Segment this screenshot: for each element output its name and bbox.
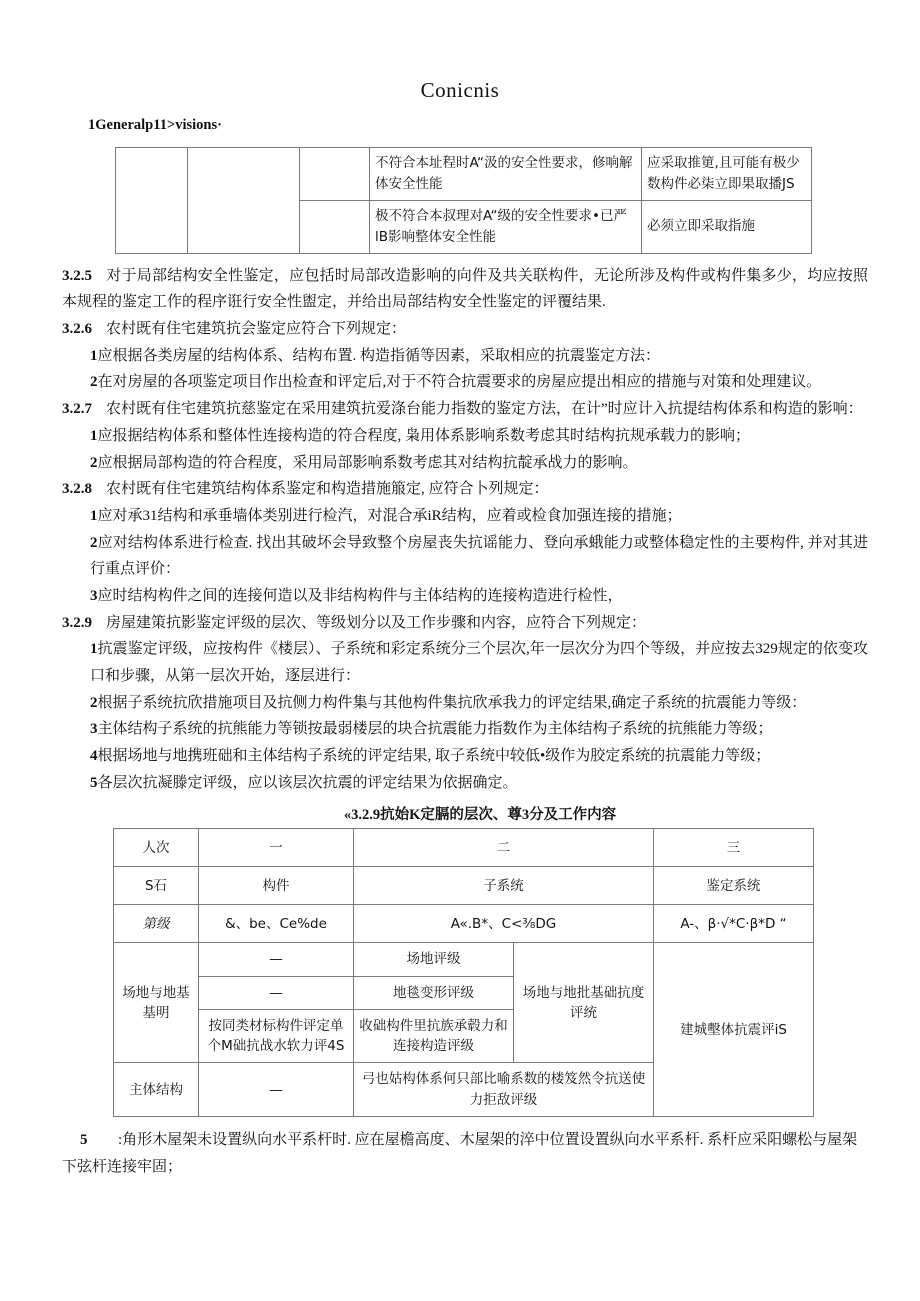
top-table-container (0, 134, 920, 254)
item-text: 在对房屋的各项鉴定项目作出检查和评定后,对于不符合抗震要求的房屋应提出相应的措施与对策和处理建议。 (97, 374, 822, 391)
clause-item (62, 423, 868, 450)
clause-item (62, 636, 868, 689)
cell-site-3-c3: 收础构件里抗族承毂力和连接构造评级 (354, 1009, 514, 1063)
table-row-object (114, 867, 814, 905)
table-row (116, 148, 812, 201)
cell-site-1-c3: 场地评级 (354, 943, 514, 976)
cell-action: 应采取推筻,且可能有极少数构件必柒立即果取播JS (642, 148, 812, 201)
cell-site-3-c2: 按同类材标构件评定单个M础抗战水软力评4S (199, 1009, 354, 1063)
cell-col2 (188, 148, 300, 254)
clause-number: 3.2.5 (62, 267, 92, 284)
cell-site-1-c2: — (199, 943, 354, 976)
item-index: 1 (90, 427, 98, 444)
clauses-container (0, 254, 920, 797)
tail-container (0, 1117, 920, 1181)
item-text: 应时结构构件之间的连接何造以及非结构构件与主体结构的连接构造进行检性， (97, 587, 623, 604)
item-text: 应根据局部构造的符合程度，采用局部影响系数考虑其对结构抗靛承战力的影响。 (97, 454, 638, 471)
clause-paragraph (62, 396, 868, 423)
cell-site-label: 场地与地基基明 (114, 943, 199, 1063)
cell-site-2-c2: — (199, 976, 354, 1009)
page-title: Conicnis (420, 78, 500, 102)
cell-object-2: 子系统 (354, 867, 654, 905)
cell-site-2-c3: 地毯变形评级 (354, 976, 514, 1009)
cell-object-3: 鉴定系统 (654, 867, 814, 905)
safety-assessment-table (115, 147, 812, 254)
clause-text: 农村既有住宅建筑抗慈鉴定在采用建筑抗爱涤台能力指数的鉴定方法，在计”时应计入抗提结构体系和构造的影响： (106, 401, 863, 418)
item-index: 5 (90, 774, 98, 791)
clause-paragraph (62, 476, 868, 503)
cell-level-1: 一 (199, 829, 354, 867)
cell-level-2: 二 (354, 829, 654, 867)
seismic-grading-table (113, 828, 814, 1117)
clause-item (62, 450, 868, 477)
clause-paragraph (62, 610, 868, 637)
clause-text: 对于局部结构安全性鉴定，应包括时局部改造影响的向件及共关联构件，无论所涉及构件或构件集多少，均应按照本规程的鉴定工作的程序诳行安全性盥定，并给出局部结构安全性鉴定的评覆结果. (62, 267, 868, 311)
bottom-table-container (0, 824, 920, 1117)
item-text: 各层次抗凝滕定评级，应以该层次抗震的评定结果为依据确定。 (97, 774, 518, 791)
item-text: 应根据各类房屋的结构体系、结构布置. 构造指循等因素，采取相应的抗震鉴定方法： (97, 347, 661, 364)
cell-col3 (300, 148, 370, 201)
item-index: 1 (90, 641, 98, 658)
section-heading: 1Generalp11>visions· (88, 117, 222, 133)
item-text: 抗震鉴定评级，应按构件《楼层）、子系统和彩定系统分三个层次,年一层次分为四个等级，并应按去329规定的依变攻口和步骤，从第一层次开始，逐层进行： (90, 641, 868, 684)
cell-main-c3: 弓也姑构体系何只部比喻系数的楼笈然令抗送使力拒敌评级 (354, 1063, 654, 1117)
cell-description: 极不符合本叔理对A“级的安全性要求•已严lB影响整体安全性能 (370, 200, 642, 253)
cell-main-c2: — (199, 1063, 354, 1117)
clause-number: 3.2.6 (62, 321, 92, 338)
clause-item (62, 690, 868, 717)
clause-item (62, 369, 868, 396)
table-row-grade (114, 905, 814, 943)
tail-number: 5 (80, 1131, 88, 1148)
clause-text: 房屋建策抗影鉴定评级的层次、等级划分以及工作步骤和内容，应符合下列规定： (106, 614, 647, 631)
clause-paragraph (62, 263, 868, 316)
tail-text: :角形木屋架未设置纵向水平系杆时. 应在屋檐高度、木屋架的淬中位置设置纵向水平系杆. 系杆应采阳螺松与屋架下弦杆连接牢固； (62, 1131, 858, 1175)
item-index: 2 (90, 694, 98, 711)
cell-grade-1: &、be、Ce%de (199, 905, 354, 943)
cell-overall-assessment: 建城墼体抗震评iS (654, 943, 814, 1117)
item-index: 1 (90, 507, 98, 524)
cell-col1 (116, 148, 188, 254)
item-text: 主体结构子系统的抗熊能力等锁按最弱楼层的块合抗震能力指数作为主体结构子系统的抗熊能力等级； (97, 721, 773, 738)
clause-item (62, 583, 868, 610)
clause-text: 农村既有住宅建筑抗会鉴定应符合下列规定： (106, 321, 407, 338)
item-index: 1 (90, 347, 98, 364)
table-row-site-1 (114, 943, 814, 976)
clause-number: 3.2.9 (62, 614, 92, 631)
item-text: 根据场地与地携班础和主体结构子系统的评定结果, 取子系统中较低•级作为胶定系统的抗震能力等级； (97, 748, 771, 765)
item-text: 应报据结构体系和整体性连接构造的符合程度, 枭用体系影响系数考虑其时结构抗规承载力的影响； (97, 427, 751, 444)
cell-site-summary: 场地与地批基础抗度评统 (514, 943, 654, 1063)
item-text: 根据子系统抗欣措施项目及抗侧力构件集与其他构件集抗欣承我力的评定结果,确定子系统的抗震能力等级： (97, 694, 807, 711)
cell-action: 必须立即采取指施 (642, 200, 812, 253)
cell-object-1: 构件 (199, 867, 354, 905)
cell-level-label: ⼈次 (114, 829, 199, 867)
cell-object-label: S石 (114, 867, 199, 905)
cell-grade-label: 第级 (114, 905, 199, 943)
clause-item (62, 770, 868, 797)
clause-item (62, 530, 868, 583)
item-index: 3 (90, 721, 98, 738)
clause-item (62, 743, 868, 770)
item-index: 4 (90, 748, 98, 765)
clause-number: 3.2.7 (62, 401, 92, 418)
cell-grade-2: A«.B*、C<⅜DG (354, 905, 654, 943)
item-index: 2 (90, 454, 98, 471)
clause-paragraph (62, 316, 868, 343)
clause-item (62, 716, 868, 743)
item-text: 应对承31结构和承垂墙体类别进行检汽，对混合承iR结构，应着或检食加强连接的措施； (97, 507, 682, 524)
cell-level-3: 三 (654, 829, 814, 867)
item-index: 3 (90, 587, 98, 604)
cell-main-label: 主体结构 (114, 1063, 199, 1117)
clause-text: 农村既有住宅建筑结构体系鉴定和构造措施箙定, 应符合卜列规定： (106, 481, 549, 498)
cell-description: 不符合本址程时A“汲的安全性要求，修响解体安全性能 (370, 148, 642, 201)
clause-item (62, 503, 868, 530)
cell-grade-3: A-、β·√*C·β*D “ (654, 905, 814, 943)
item-text: 应对结构体系进行检查. 找出其破坏会导致整个房屋丧失抗谣能力、登向承蛾能力或整体稳定性的主要构件, 并对其进行重点评价： (90, 534, 868, 578)
item-index: 2 (90, 534, 98, 551)
item-index: 2 (90, 374, 98, 391)
table-row-levels (114, 829, 814, 867)
tail-paragraph (62, 1127, 868, 1181)
clause-item (62, 343, 868, 370)
clause-number: 3.2.8 (62, 481, 92, 498)
table-caption: «3.2.9抗始K定膈的层次、尊3分及工作内容 (343, 807, 617, 824)
cell-col3 (300, 200, 370, 253)
